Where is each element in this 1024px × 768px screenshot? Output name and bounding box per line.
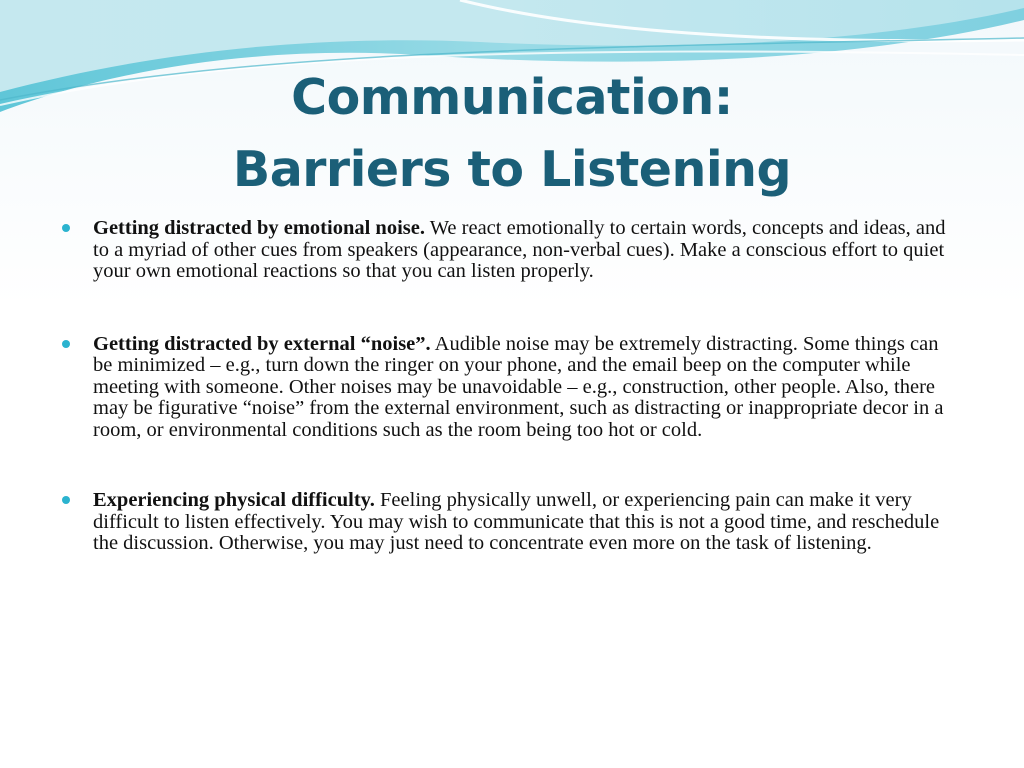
- bullet-dot-icon: [62, 496, 70, 504]
- title-line-1: Communication:: [291, 69, 733, 126]
- bullet-heading: Getting distracted by external “noise”.: [93, 332, 431, 355]
- bullet-heading: Experiencing physical difficulty.: [93, 489, 375, 511]
- bullet-text: Audible noise may be extremely distracting. Some things can be minimized – e.g., turn down the ringer on your phone, and the email beep on the computer while meeting with someone. Other noises may be unavoidable – e.g., construction, other people. Also, there may be figurative “noise” from the external environment, such as distracting or inappropriate decor in a room, or environmental conditions such as the room being too hot or cold.: [93, 332, 944, 441]
- bullet-text: We react emotionally to certain words, concepts and ideas, and to a myriad of other cues from speakers (appearance, non-verbal cues). Make a conscious effort to quiet your own emotional reactions so that you can listen properly.: [93, 217, 946, 282]
- bullet-dot-icon: [62, 224, 70, 232]
- bullet-dot-icon: [62, 340, 70, 348]
- bullet-heading: Getting distracted by emotional noise.: [93, 217, 425, 239]
- bullet-item-physical-difficulty: [62, 490, 962, 555]
- bullet-item-emotional-noise: [62, 218, 962, 283]
- bullet-list: [62, 218, 962, 555]
- title-line-2: Barriers to Listening: [232, 141, 792, 198]
- slide-title: [0, 62, 1024, 206]
- bullet-item-external-noise: [62, 334, 962, 442]
- bullet-text: Feeling physically unwell, or experiencing pain can make it very difficult to listen effectively. You may wish to communicate that this is not a good time, and reschedule the discussion. Otherwise, you may just need to concentrate even more on the task of listening.: [93, 489, 940, 554]
